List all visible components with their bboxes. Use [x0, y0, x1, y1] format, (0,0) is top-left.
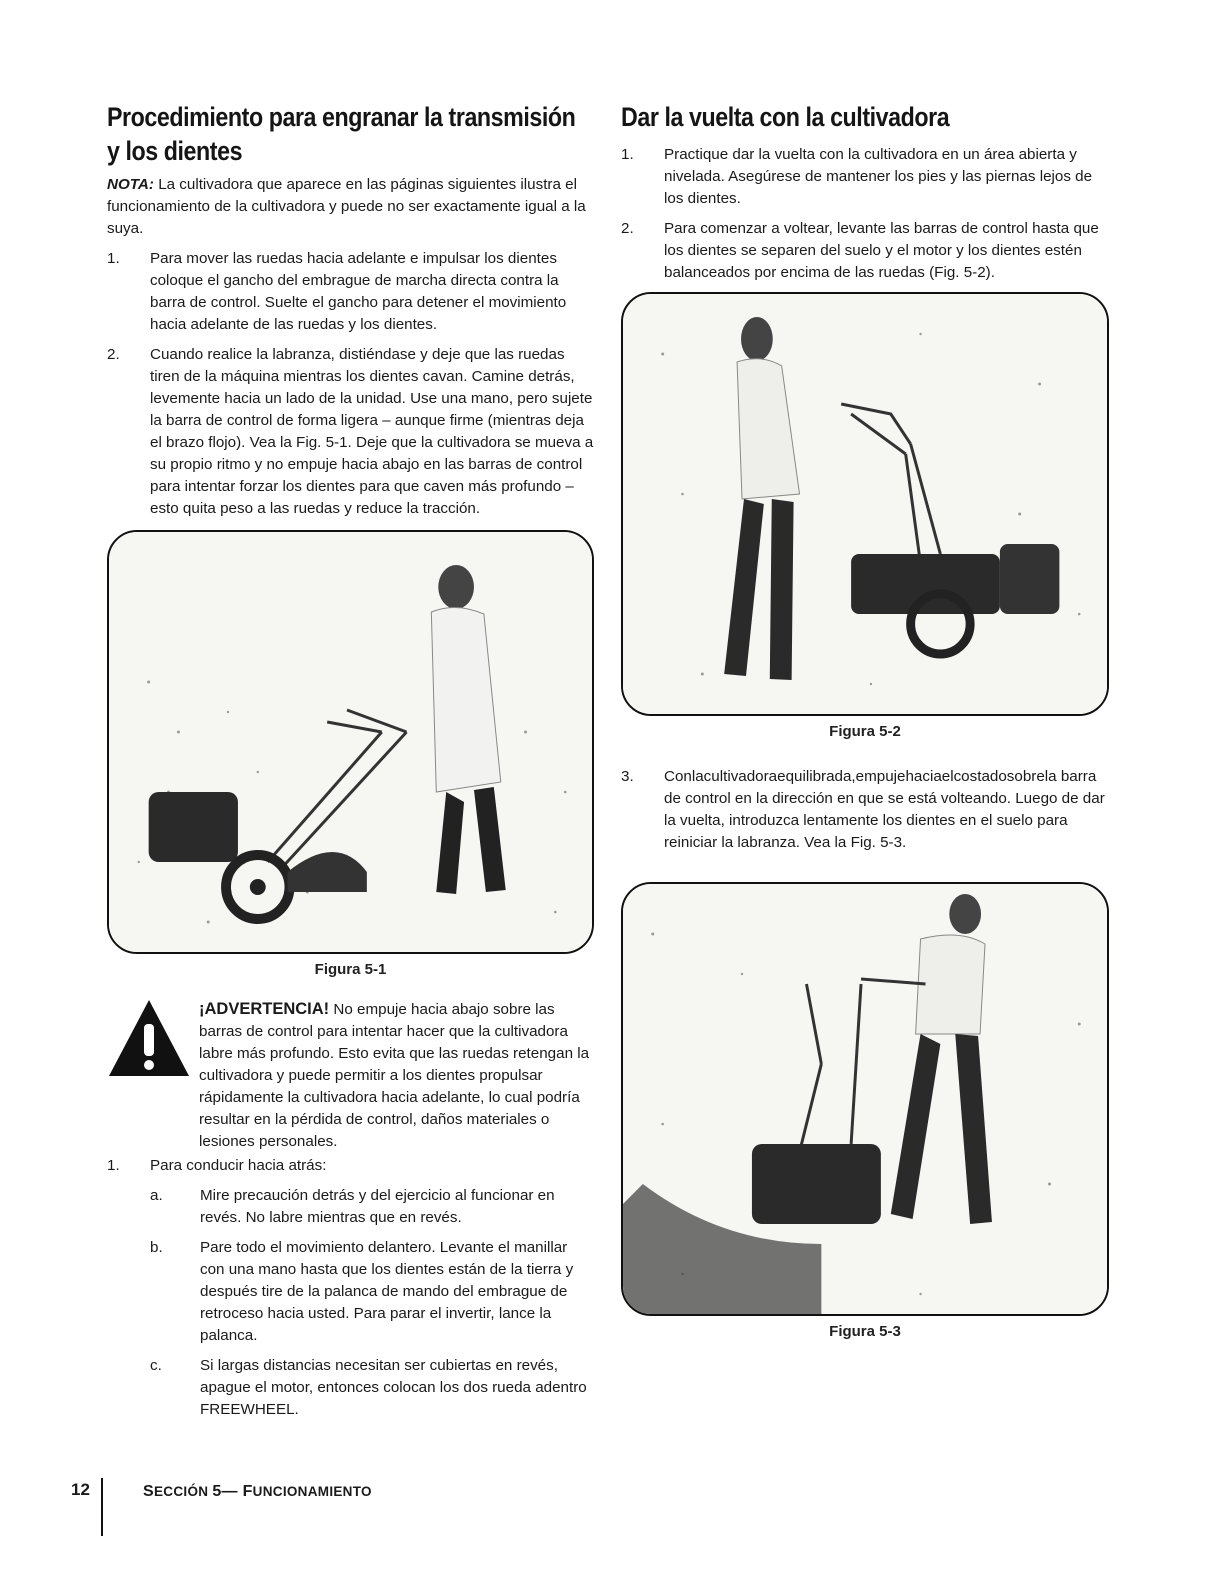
figure-5-2-photo: [621, 292, 1109, 716]
list-item: [107, 248, 594, 336]
sub-step-text: Si largas distancias necesitan ser cubiertas en revés, apague el motor, entonces colocan los dos rueda adentro FREEWHEEL.: [200, 1357, 587, 1418]
note-label: NOTA:: [107, 176, 154, 193]
warning-block: [107, 998, 594, 1153]
step-number: 1.: [621, 146, 634, 163]
step-number: 2.: [621, 220, 634, 237]
list-item: [621, 144, 1109, 210]
tiller-operator-photo-illustration: [623, 884, 1107, 1314]
step-text: Conlacultivadoraequilibrada,empujehaciaelcostadosobrela barra de control en la dirección en que se está volteando. Luego de dar la vuelta, introduzca lentamente los dientes en el suelo para reiniciar la labranza. Vea la Fig. 5-3.: [664, 768, 1105, 851]
list-item: [107, 344, 594, 520]
warning-body: No empuje hacia abajo sobre las barras de control para intentar hacer que la cultivadora labre más profundo. Esto evita que las ruedas retengan la cultivadora y puede permitir a los dientes propulsar rápidamente la cultivadora hacia adelante, lo cual podría resultar en la pérdida de control, daños materiales o lesiones personales.: [199, 1001, 590, 1150]
list-item: [621, 218, 1109, 284]
sub-step-text: Pare todo el movimiento delantero. Levante el manillar con una mano hasta que los dientes están de la tierra y después tire de la palanca de mando del embrague de retroceso hacia usted. Para parar el invertir, lance la palanca.: [200, 1239, 574, 1344]
step-text: Para conducir hacia atrás:: [150, 1157, 327, 1174]
left-steps-list: [107, 248, 594, 520]
list-item: [621, 766, 1109, 854]
step-number: 1.: [107, 250, 120, 267]
list-item: [107, 1155, 594, 1421]
sub-list-item: [150, 1185, 594, 1229]
warning-title: ¡ADVERTENCIA!: [199, 1000, 330, 1018]
page-number: 12: [71, 1480, 90, 1499]
left-column: [107, 100, 594, 1429]
figure-5-2-caption: Figura 5-2: [829, 723, 901, 740]
figure-5-1-photo: [107, 530, 594, 954]
step-text: Cuando realice la labranza, distiéndase y deje que las ruedas tiren de la máquina mientras los dientes cavan. Camine detrás, levemente hacia un lado de la unidad. Use una mano, pero sujete la barra de control de forma ligera – aunque firme (mientras deja el brazo flojo). Vea la Fig. 5-1. Deje que la cultivadora se mueva a su propio ritmo y no empuje hacia abajo en las barras de control para intentar forzar los dientes para que caven más profundo – esto quita peso a las ruedas y reduce la tracción.: [150, 346, 594, 517]
step-number: 1.: [107, 1157, 120, 1174]
sub-step-letter: a.: [150, 1187, 163, 1204]
tiller-turning-photo-illustration: [623, 294, 1107, 714]
right-column: [621, 100, 1109, 1342]
left-heading: Procedimiento para engranar la transmisión y los dientes: [107, 102, 576, 166]
sub-step-text: Mire precaución detrás y del ejercicio al funcionar en revés. No labre mientras que en revés.: [200, 1187, 555, 1226]
note-paragraph: [107, 174, 594, 240]
figure-5-3-photo: [621, 882, 1109, 1316]
figure-5-3-caption: Figura 5-3: [829, 1323, 901, 1340]
step-text: Para comenzar a voltear, levante las barras de control hasta que los dientes se separen del suelo y el motor y los dientes estén balanceados por encima de las ruedas (Fig. 5-2).: [664, 220, 1099, 281]
warning-triangle-icon: [107, 998, 191, 1078]
right-heading: Dar la vuelta con la cultivadora: [621, 102, 950, 132]
reverse-sub-list: [150, 1185, 594, 1421]
section-label: SECCIÓN 5— FUNCIONAMIENTO: [143, 1483, 372, 1500]
step-text: Practique dar la vuelta con la cultivadora en un área abierta y nivelada. Asegúrese de mantener los pies y las piernas lejos de los dientes.: [664, 146, 1093, 207]
sub-list-item: [150, 1237, 594, 1347]
sub-step-letter: b.: [150, 1239, 163, 1256]
step-text: Para mover las ruedas hacia adelante e impulsar los dientes coloque el gancho del embrague de marcha directa contra la barra de control. Suelte el gancho para detener el movimiento hacia adelante de las ruedas y los dientes.: [150, 250, 567, 333]
step-number: 3.: [621, 768, 634, 785]
figure-5-1-caption: Figura 5-1: [314, 961, 387, 978]
sub-list-item: [150, 1355, 594, 1421]
reverse-list: [107, 1155, 594, 1421]
tiller-photo-illustration: [109, 532, 592, 952]
note-text: La cultivadora que aparece en las páginas siguientes ilustra el funcionamiento de la cultivadora y puede no ser exactamente igual a la suya.: [107, 176, 586, 237]
right-step3-list: [621, 766, 1109, 854]
step-number: 2.: [107, 346, 120, 363]
sub-step-letter: c.: [150, 1357, 162, 1374]
footer-divider: [101, 1478, 103, 1536]
right-steps-list: [621, 144, 1109, 284]
